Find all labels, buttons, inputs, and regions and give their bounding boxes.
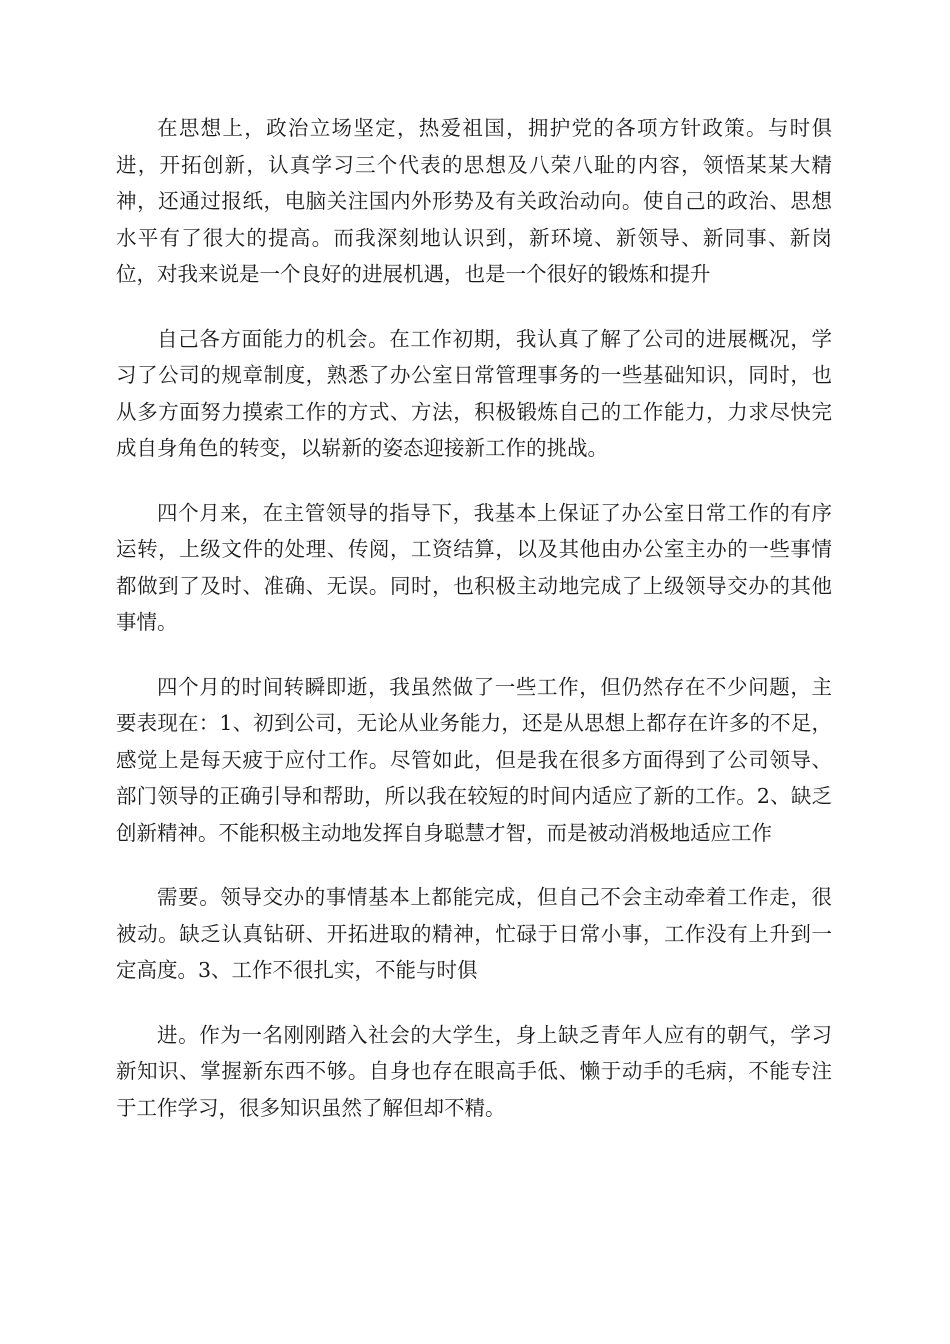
paragraph-3: 四个月来，在主管领导的指导下，我基本上保证了办公室日常工作的有序运转，上级文件的处理、传阅，工资结算，以及其他由办公室主办的一些事情都做到了及时、准确、无误。同时，也积极主动地完成了上级领导交办的其他事情。 [116,500,832,634]
paragraph-6: 进。作为一名刚刚踏入社会的大学生，身上缺乏青年人应有的朝气，学习新知识、掌握新东西不够。自身也存在眼高手低、懒于动手的毛病，不能专注于工作学习，很多知识虽然了解但却不精。 [116,1022,832,1120]
document-body [116,110,832,1154]
paragraph-5: 需要。领导交办的事情基本上都能完成，但自己不会主动牵着工作走，很被动。缺乏认真钻研、开拓进取的精神，忙碌于日常小事，工作没有上升到一定高度。3、工作不很扎实，不能与时俱 [116,885,832,982]
paragraph-1: 在思想上，政治立场坚定，热爱祖国，拥护党的各项方针政策。与时俱进，开拓创新，认真学习三个代表的思想及八荣八耻的内容，领悟某某大精神，还通过报纸，电脑关注国内外形势及有关政治动向。使自己的政治、思想水平有了很大的提高。而我深刻地认识到，新环境、新领导、新同事、新岗位，对我来说是一个良好的进展机遇，也是一个很好的锻炼和提升 [116,116,832,286]
paragraph-2: 自己各方面能力的机会。在工作初期，我认真了解了公司的进展概况，学习了公司的规章制度，熟悉了办公室日常管理事务的一些基础知识，同时，也从多方面努力摸索工作的方式、方法，积极锻炼自己的工作能力，力求尽快完成自身角色的转变，以崭新的姿态迎接新工作的挑战。 [116,326,832,460]
paragraph-4: 四个月的时间转瞬即逝，我虽然做了一些工作，但仍然存在不少问题，主要表现在：1、初到公司，无论从业务能力，还是从思想上都存在许多的不足，感觉上是每天疲于应付工作。尽管如此，但是我在很多方面得到了公司领导、部门领导的正确引导和帮助，所以我在较短的时间内适应了新的工作。2、缺乏创新精神。不能积极主动地发挥自身聪慧才智，而是被动消极地适应工作 [116,674,832,845]
